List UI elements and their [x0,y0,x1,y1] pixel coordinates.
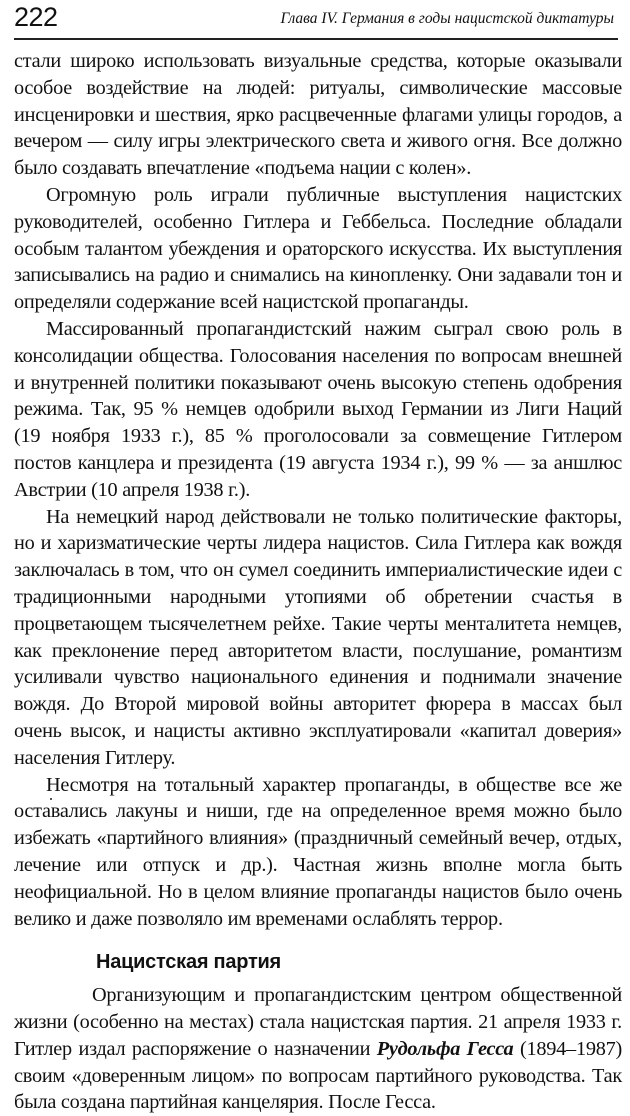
paragraph [14,982,622,1116]
section-text-end: (1894–1987) своим «доверенным лицом» по вопросам партийного руководства. Так была создана партийная канцелярия. После Гесса. [14,1037,623,1114]
section-text [14,982,622,1116]
section-text-start: Организующим и пропагандистским центром общественной жизни (особенно на местах) стала нацистская партия. 21 апреля 1933 г. Гитлер издал распоряжение о назначении [14,984,622,1060]
print-speck [50,798,52,800]
paragraph: Массированный пропагандистский нажим сыграл свою роль в консолидации общества. Голосования населения по вопросам внешней и внутренней политики показывают очень высокую степень одобрения режима. Так, 95 % немцев одобрили выход Германии из Лиги Наций (19 ноября 1933 г.), 85 % проголосовали за совмещение Гитлером постов канцлера и президента (19 августа 1934 г.), 99 % — за аншлюс Австрии (10 апреля 1938 г.). [14,317,622,501]
paragraph-continuation: стали широко использовать визуальные средства, которые оказывали особое воздействие на людей: ритуалы, символические массовые инсценировки и шествия, ярко расцвеченные флагами улицы городов, а вечером — силу игры электрического света и живого огня. Все должно было создавать впечатление «подъема нации с колен». [14,50,622,180]
paragraph: Несмотря на тотальный характер пропаганды, в обществе все же оставались лакуны и ниши, где на определенное время можно было избежать «партийного влияния» (праздничный семейный вечер, отдых, лечение или отпуск и др.). Частная жизнь вполне могла быть неофициальной. Но в целом влияние пропаганды нацистов было очень велико и даже позволяло им временами ослаблять террор. [14,773,622,930]
paragraph: Огромную роль играли публичные выступления нацистских руководителей, особенно Гитлера и Геббельса. Последние обладали особым талантом убеждения и ораторского искусства. Их выступления записывались на радио и снимались на кинопленку. Они задавали тон и определяли содержание всей нацистской пропаганды. [14,183,622,314]
running-head [14,0,618,40]
person-name: Рудольфа Гесса [376,1037,514,1060]
section-heading: Нацистская партия [96,951,281,974]
chapter-title: Глава IV. Германия в годы нацистской диктатуры [280,10,614,27]
body-text [14,48,622,1116]
page-number: 222 [14,2,58,32]
paragraph: На немецкий народ действовали не только политические факторы, но и харизматические черты лидера нацистов. Сила Гитлера как вождя заключалась в том, что он сумел соединить империалистические идеи с традиционными народными утопиями об обретении счастья в процветающем тысячелетнем рейхе. Такие черты менталитета немцев, как преклонение перед авторитетом власти, послушание, романтизм усиливали чувство национального единения и поднимали значение вождя. До Второй мировой войны авторитет фюрера в массах был очень высок, и нацисты активно эксплуатировали «капитал доверия» населения Гитлеру. [14,505,622,769]
